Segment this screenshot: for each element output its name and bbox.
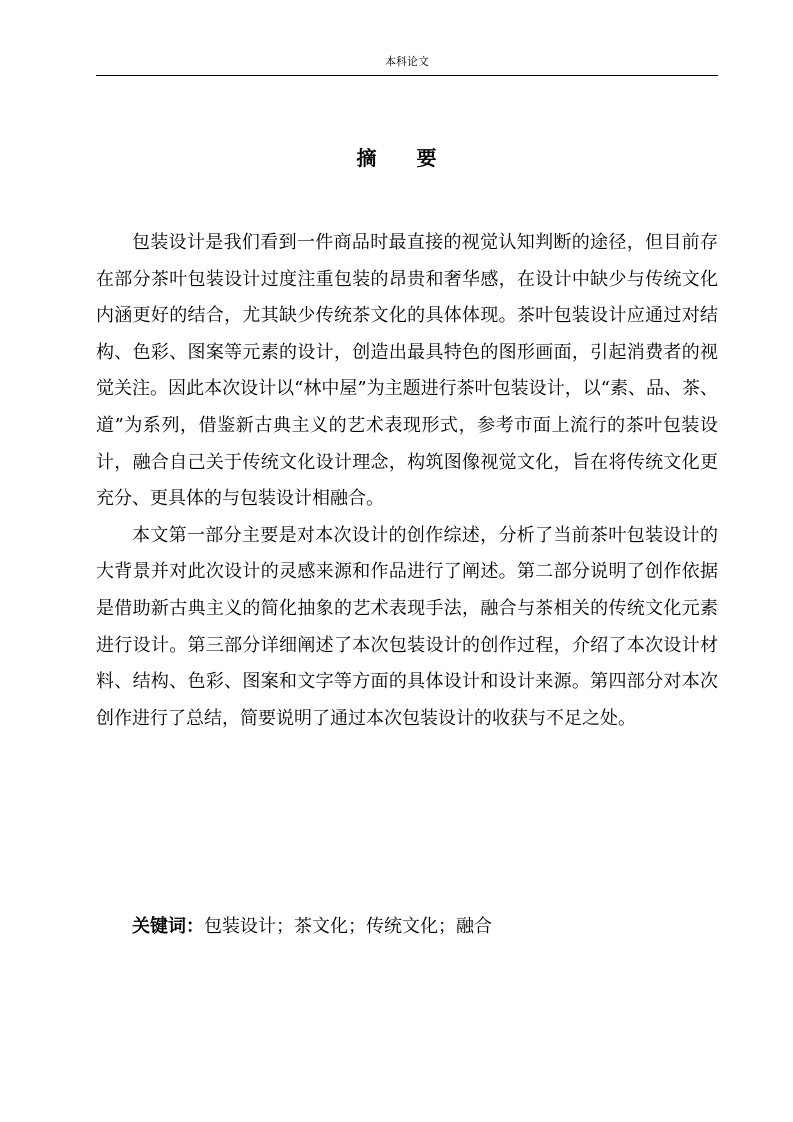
abstract-title-char-2: 要 [416, 146, 437, 170]
keywords-label: 关键词： [132, 916, 204, 937]
running-header-title: 本科论文 [385, 55, 429, 68]
abstract-paragraph-1: 包装设计是我们看到一件商品时最直接的视觉认知判断的途径，但目前存在部分茶叶包装设计过度注重包装的昂贵和奢华感，在设计中缺少与传统文化内涵更好的结合，尤其缺少传统茶文化的具体体现。茶叶包装设计应通过对结构、色彩、图案等元素的设计，创造出最具特色的图形画面，引起消费者的视觉关注。因此本次设计以“林中屋”为主题进行茶叶包装设计，以“素、品、茶、道”为系列，借鉴新古典主义的艺术表现形式，参考市面上流行的茶叶包装设计，融合自己关于传统文化设计理念，构筑图像视觉文化，旨在将传统文化更充分、更具体的与包装设计相融合。 [96, 232, 718, 510]
running-header [96, 55, 718, 76]
abstract-title [0, 143, 793, 173]
abstract-paragraph-2: 本文第一部分主要是对本次设计的创作综述，分析了当前茶叶包装设计的大背景并对此次设计的灵感来源和作品进行了阐述。第二部分说明了创作依据是借助新古典主义的简化抽象的艺术表现手法，融合与茶相关的传统文化元素进行设计。第三部分详细阐述了本次包装设计的创作过程，介绍了本次设计材料、结构、色彩、图案和文字等方面的具体设计和设计来源。第四部分对本次创作进行了总结，简要说明了通过本次包装设计的收获与不足之处。 [96, 524, 718, 729]
abstract-body [96, 225, 718, 737]
keywords-value: 包装设计；茶文化；传统文化；融合 [204, 916, 492, 937]
keywords-line [132, 912, 718, 942]
abstract-title-char-1: 摘 [356, 146, 377, 170]
